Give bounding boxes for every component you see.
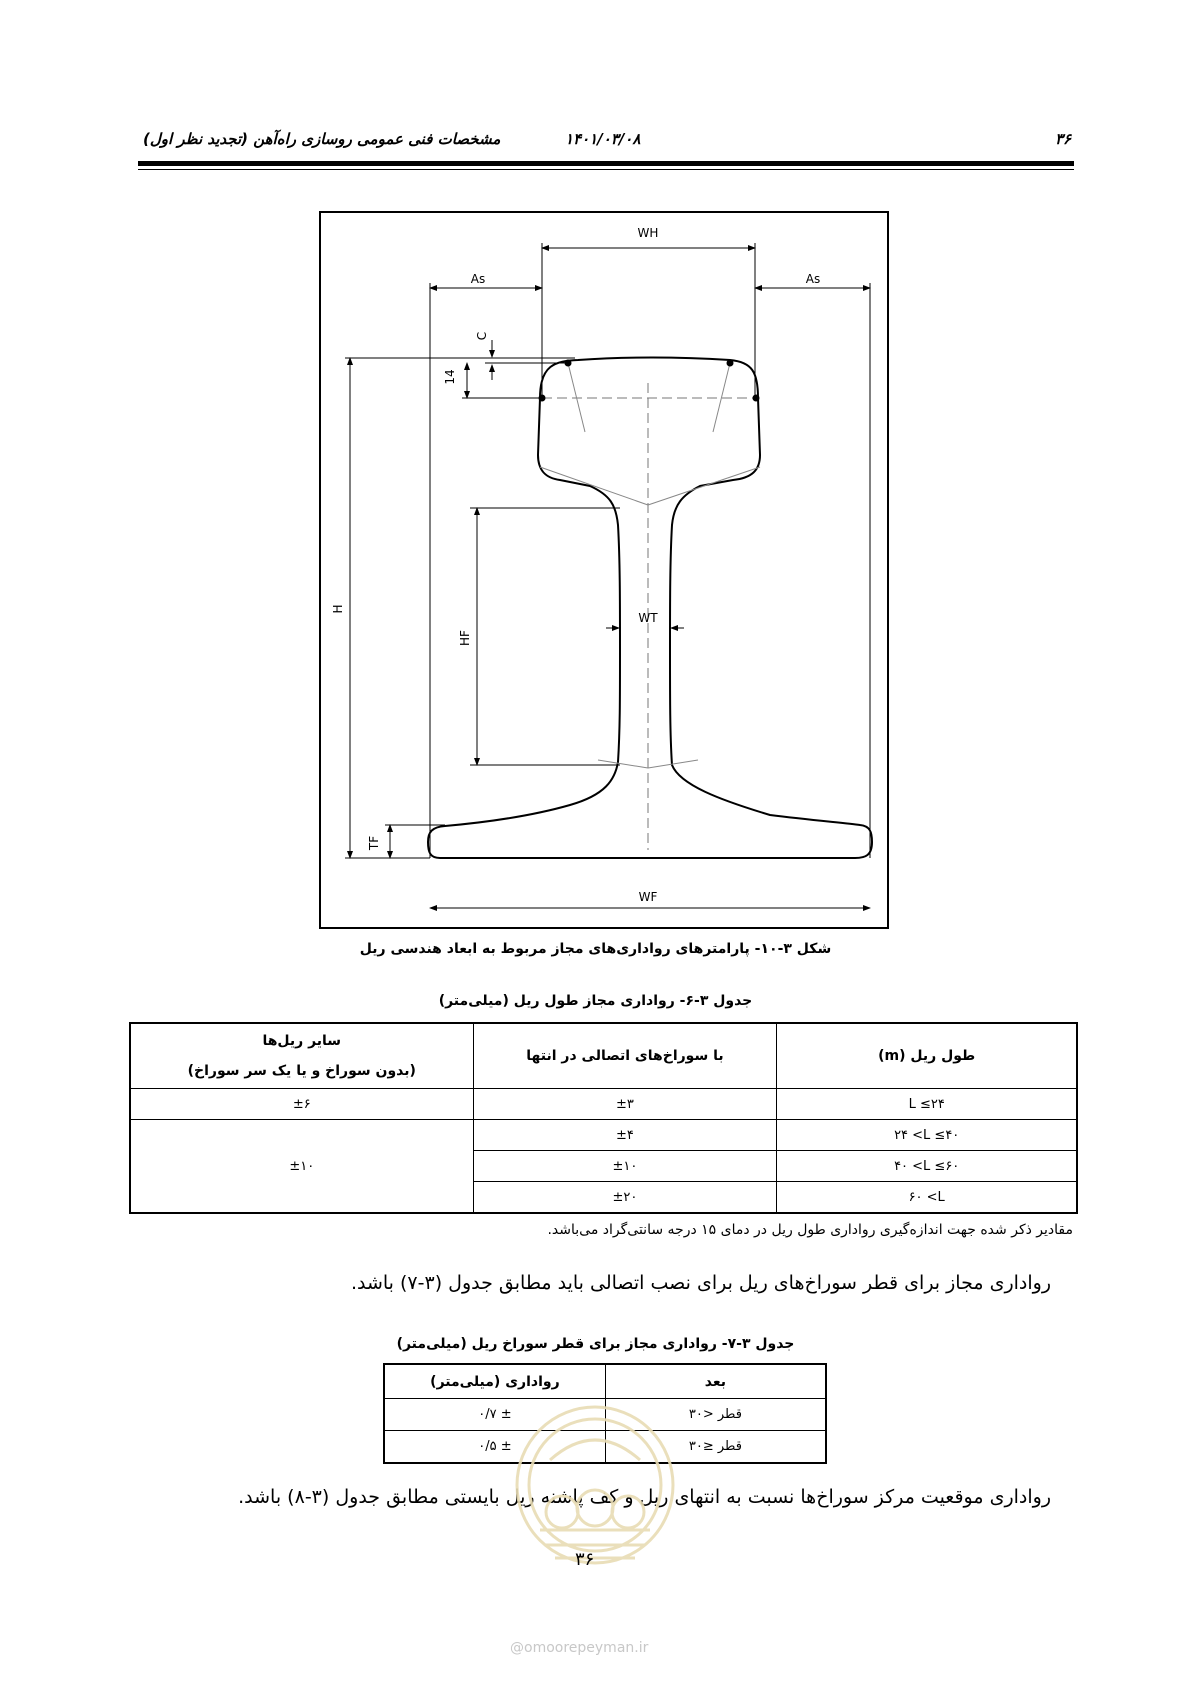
cell-length: ۶۰ <L — [777, 1182, 1077, 1214]
cell-length: L ≤۲۴ — [777, 1089, 1077, 1120]
label-wh: WH — [637, 226, 659, 240]
label-as-right: As — [805, 272, 821, 286]
header-other-rails — [130, 1023, 473, 1089]
label-c: C — [475, 331, 489, 341]
cell-with-holes: ±۱۰ — [473, 1151, 777, 1182]
label-hf: HF — [458, 630, 472, 646]
header-title: مشخصات فنی عمومی روسازی راه‌آهن (تجدید نظر اول) — [143, 130, 501, 148]
label-h: H — [331, 604, 345, 614]
cell-with-holes: ±۲۰ — [473, 1182, 777, 1214]
rail-length-tolerance-table — [129, 1022, 1078, 1214]
table-row — [130, 1089, 1077, 1120]
header-tolerance: رواداری (میلی‌متر) — [384, 1364, 605, 1399]
table2-caption: جدول ۳-۷- رواداری مجاز برای قطر سوراخ ریل (میلی‌متر) — [396, 1336, 795, 1352]
cell-tolerance: ± ۰/۷ — [384, 1399, 605, 1431]
cell-length: ۴۰ <L ≤۶۰ — [777, 1151, 1077, 1182]
header-other-line2: (بدون سوراخ و یا یک سر سوراخ) — [187, 1063, 416, 1079]
header-with-holes: با سوراخ‌های اتصالی در انتها — [473, 1023, 777, 1089]
footer-page-number: ۳۶ — [575, 1549, 595, 1570]
table-header-row — [130, 1023, 1077, 1089]
figure-caption: شکل ۳-۱۰- پارامترهای رواداری‌های مجاز مربوط به ابعاد هندسی ریل — [359, 941, 832, 957]
cell-dimension: قطر <۳۰ — [605, 1399, 826, 1431]
paragraph-hole-diameter: رواداری مجاز برای قطر سوراخ‌های ریل برای نصب اتصالی باید مطابق جدول (۳-۷) باشد. — [350, 1272, 1051, 1294]
label-14: 14 — [443, 369, 457, 385]
header-date: ۱۴۰۱/۰۳/۰۸ — [565, 130, 641, 148]
table1-caption: جدول ۳-۶- رواداری مجاز طول ریل (میلی‌متر) — [438, 993, 753, 1009]
header-page-number: ۳۶ — [1055, 130, 1072, 148]
cell-other: ±۶ — [130, 1089, 473, 1120]
label-as-left: As — [470, 272, 486, 286]
label-tf: TF — [367, 835, 381, 851]
header-dimension: بعد — [605, 1364, 826, 1399]
label-wt: WT — [638, 611, 658, 625]
cell-length: ۲۴ <L ≤۴۰ — [777, 1120, 1077, 1151]
cell-with-holes: ±۳ — [473, 1089, 777, 1120]
paragraph-hole-position: رواداری موقعیت مرکز سوراخ‌ها نسبت به انتهای ریل و کف پاشنه ریل بایستی مطابق جدول (۳-۸) باشد. — [238, 1486, 1051, 1508]
footer-watermark-text: @omoorepeyman.ir — [510, 1640, 649, 1656]
table-row — [130, 1120, 1077, 1151]
watermark-seal — [510, 1400, 680, 1590]
table1-note: مقادیر ذکر شده جهت اندازه‌گیری رواداری طول ریل در دمای ۱۵ درجه سانتی‌گراد می‌باشد. — [547, 1222, 1073, 1238]
header-other-line1: سایر ریل‌ها — [262, 1033, 342, 1049]
cell-tolerance: ± ۰/۵ — [384, 1431, 605, 1464]
cell-other-merged: ±۱۰ — [130, 1120, 473, 1214]
label-wf: WF — [638, 890, 658, 904]
table-header-row — [384, 1364, 826, 1399]
cell-dimension: قطر ≤۳۰ — [605, 1431, 826, 1464]
rail-outline — [428, 358, 872, 859]
header-rail-length: طول ریل (m) — [777, 1023, 1077, 1089]
cell-with-holes: ±۴ — [473, 1120, 777, 1151]
